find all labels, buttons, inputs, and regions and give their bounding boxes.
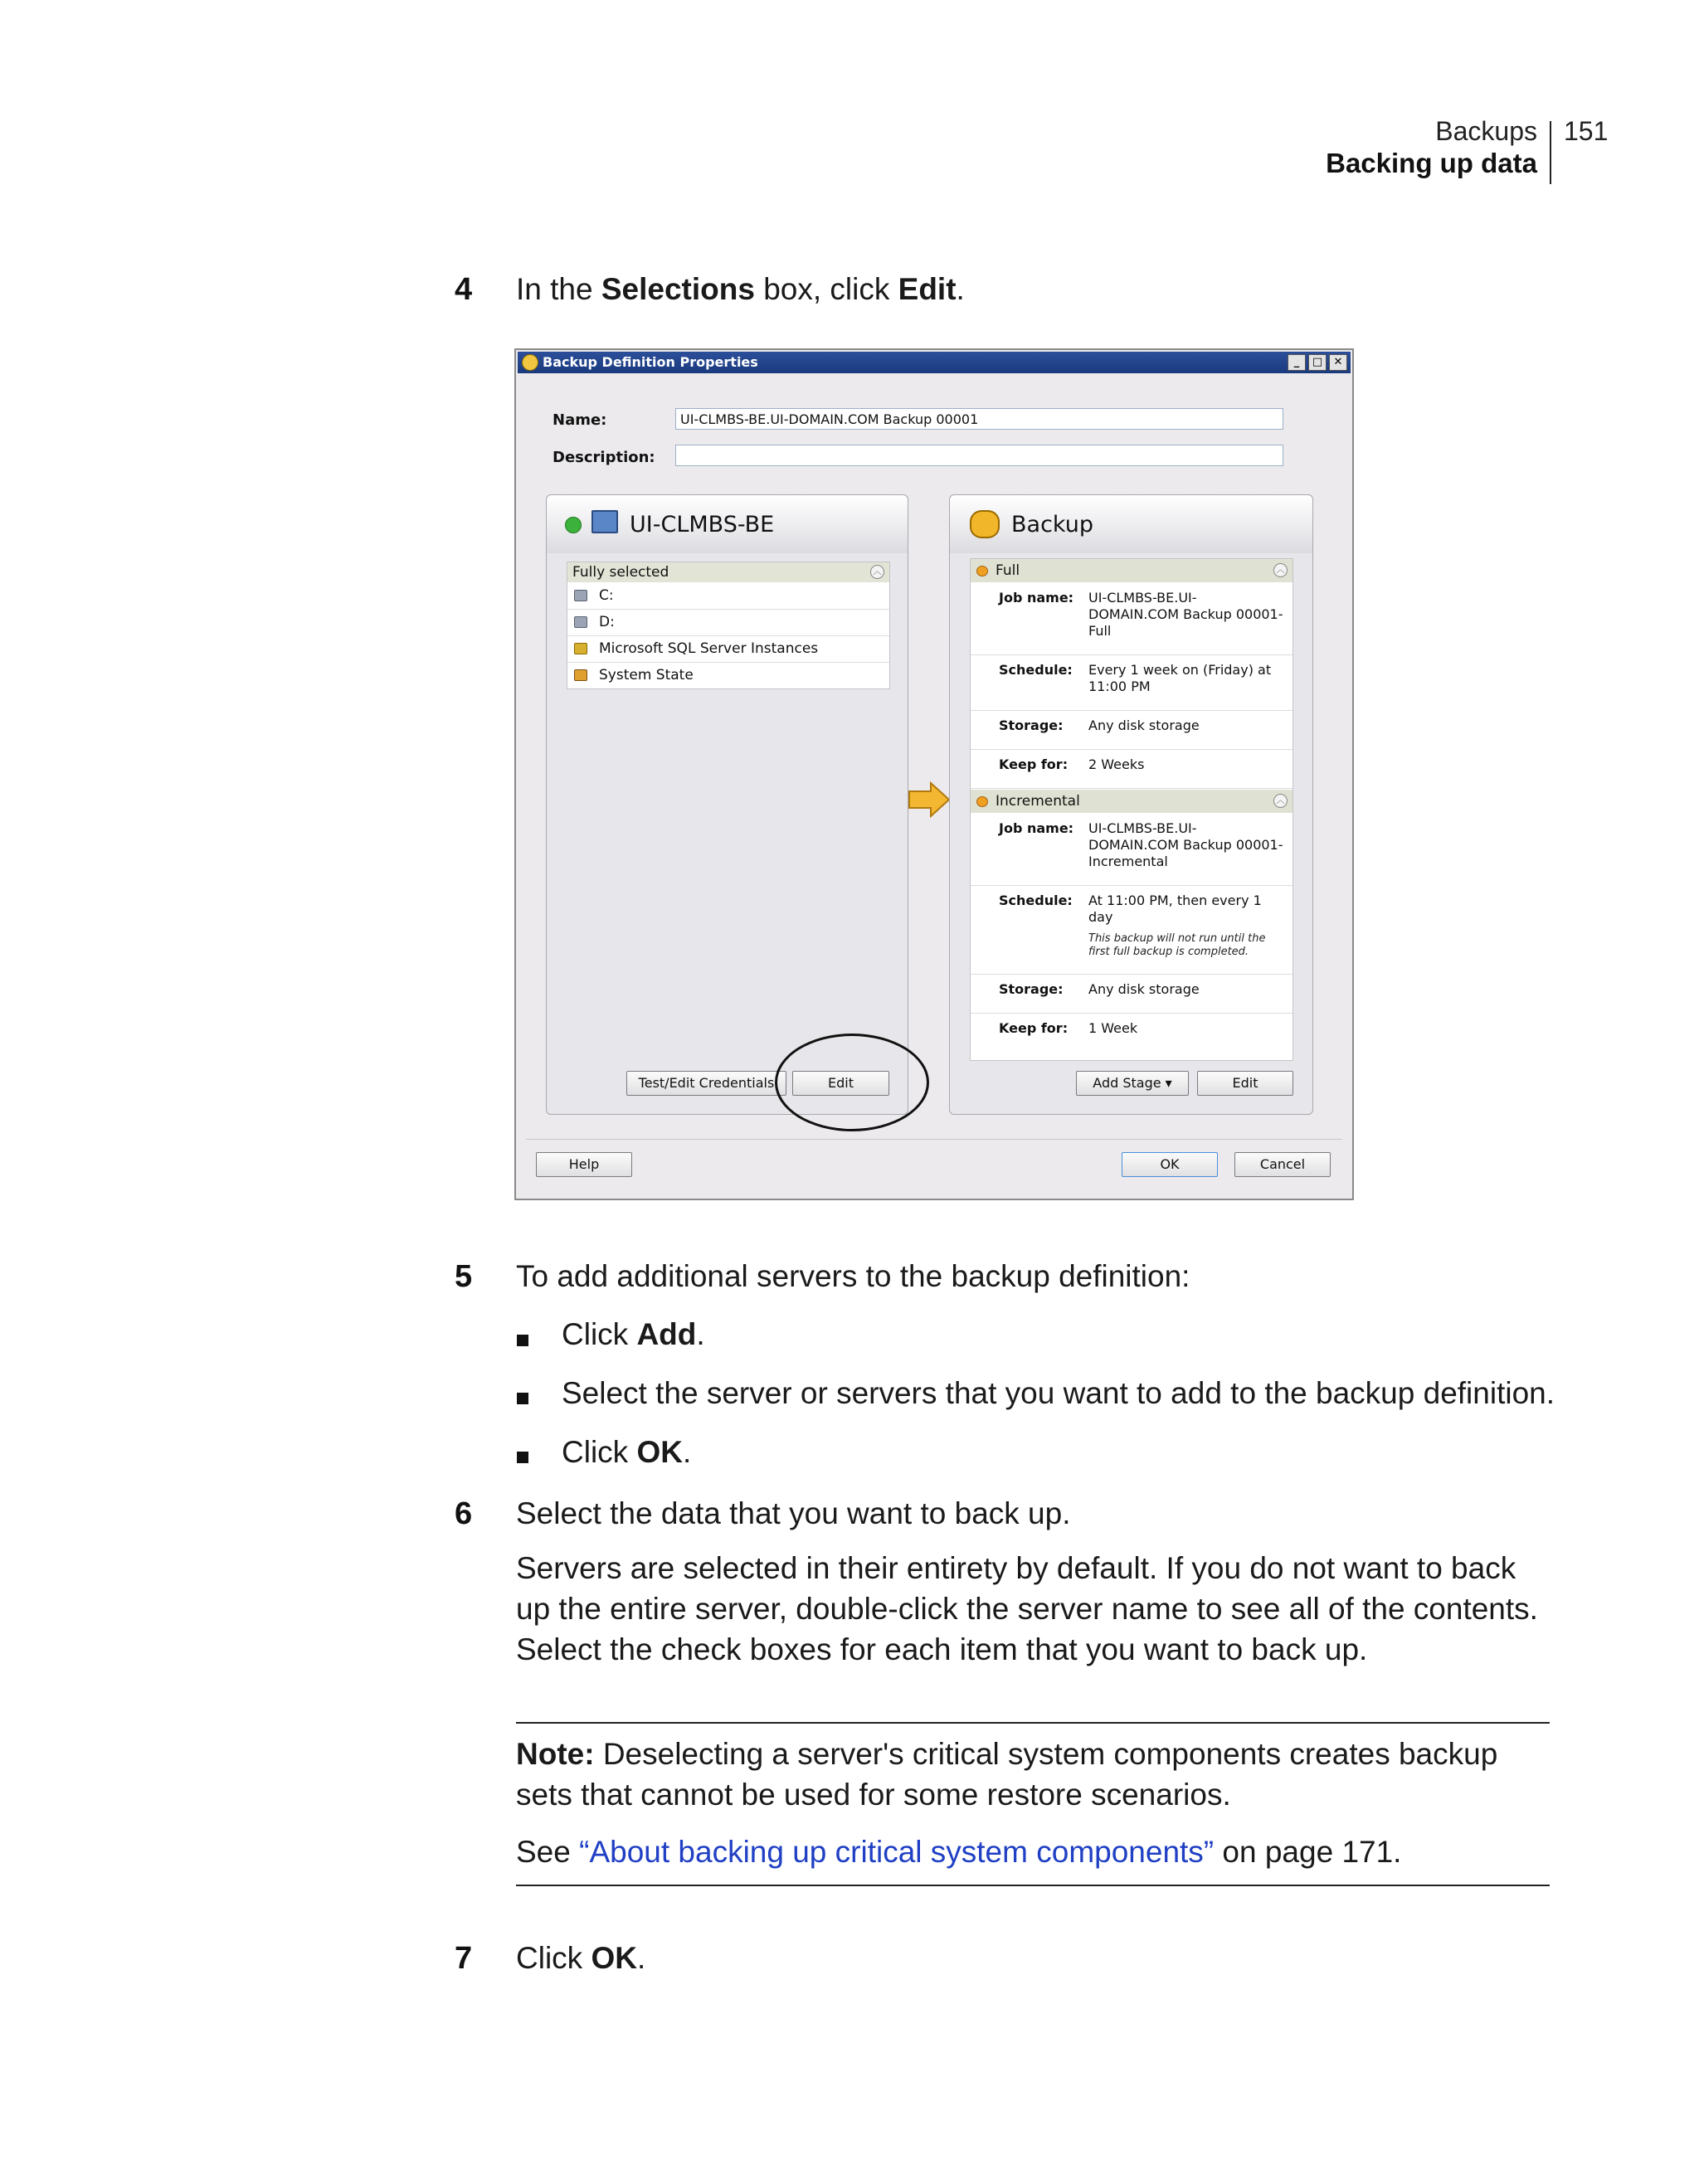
backup-stages-list[interactable] — [970, 558, 1293, 1061]
description-field[interactable] — [675, 445, 1283, 466]
list-item[interactable]: Microsoft SQL Server Instances — [567, 636, 889, 663]
description-label: Description: — [553, 449, 655, 466]
list-item[interactable]: D: — [567, 610, 889, 636]
add-stage-button[interactable]: Add Stage ▾ — [1076, 1071, 1189, 1096]
arrow-right-icon — [908, 781, 951, 818]
page-number: 151 — [1564, 116, 1609, 146]
header-divider — [1550, 121, 1551, 184]
list-item[interactable]: System State — [567, 663, 889, 688]
step-6-paragraph: Servers are selected in their entirety by default. If you do not want to back up the entire server, double-click the server name to see all of the contents. Select the check boxes for each item that you want to back up. — [516, 1551, 1538, 1666]
selections-list[interactable] — [567, 562, 890, 689]
list-item[interactable]: C: — [567, 583, 889, 610]
dialog-title: Backup Definition Properties — [543, 354, 758, 370]
job-name-row: Job name: UI-CLMBS-BE.UI-DOMAIN.COM Backup 00001-Incremental — [971, 814, 1293, 886]
note-see-reference: See “About backing up critical system components” on page 171. — [516, 1835, 1402, 1869]
note-top-rule — [516, 1722, 1550, 1724]
running-header-section: Backing up data — [1326, 148, 1537, 178]
name-field[interactable]: UI-CLMBS-BE.UI-DOMAIN.COM Backup 00001 — [675, 408, 1283, 430]
step-number: 5 — [455, 1259, 473, 1294]
backup-title: Backup — [1011, 512, 1093, 537]
backup-icon — [970, 510, 1000, 538]
storage-row: Storage: Any disk storage — [971, 711, 1293, 750]
bullet — [517, 1452, 528, 1463]
step-4-text: In the Selections box, click Edit. — [516, 272, 965, 306]
server-name: UI-CLMBS-BE — [630, 512, 775, 537]
bullet — [517, 1335, 528, 1346]
collapse-icon[interactable]: ︿ — [1273, 794, 1288, 808]
drive-icon — [574, 616, 587, 628]
selections-edit-button[interactable]: Edit — [792, 1071, 889, 1096]
step-6-text: Select the data that you want to back up. — [516, 1496, 1071, 1530]
note-bottom-rule — [516, 1885, 1550, 1886]
backup-definition-dialog — [514, 348, 1354, 1200]
storage-row: Storage: Any disk storage — [971, 975, 1293, 1014]
schedule-row: Schedule: At 11:00 PM, then every 1 day This backup will not run until the first full backup is completed. — [971, 886, 1293, 975]
close-icon[interactable]: ✕ — [1329, 354, 1347, 371]
sql-server-icon — [574, 643, 587, 654]
name-label: Name: — [553, 411, 607, 429]
bullet — [517, 1393, 528, 1404]
app-icon — [522, 354, 538, 371]
drive-icon — [574, 590, 587, 601]
test-edit-credentials-button[interactable]: Test/Edit Credentials — [626, 1071, 786, 1096]
stages-edit-button[interactable]: Edit — [1197, 1071, 1293, 1096]
cancel-button[interactable]: Cancel — [1234, 1152, 1331, 1177]
step-5-text: To add additional servers to the backup definition: — [516, 1259, 1190, 1293]
bullet-item: Click Add. — [562, 1317, 705, 1351]
keep-for-row: Keep for: 1 Week — [999, 1020, 1138, 1036]
stage-icon — [976, 566, 988, 576]
step-number: 4 — [455, 272, 473, 307]
maximize-icon[interactable]: □ — [1308, 354, 1327, 371]
minimize-icon[interactable]: _ — [1288, 354, 1306, 371]
server-icon — [591, 510, 618, 533]
help-button[interactable]: Help — [536, 1152, 632, 1177]
system-state-icon — [574, 669, 587, 681]
schedule-row: Schedule: Every 1 week on (Friday) at 11:00 PM — [971, 655, 1293, 711]
footer-separator — [526, 1139, 1342, 1140]
schedule-note: This backup will not run until the first full backup is completed. — [1088, 932, 1266, 958]
backup-panel — [949, 494, 1313, 1115]
status-ok-icon — [565, 517, 582, 533]
dropdown-arrow-icon: ▾ — [1165, 1075, 1172, 1091]
list-header: Fully selected — [572, 564, 669, 581]
cross-reference-link[interactable]: “About backing up critical system components” — [579, 1835, 1215, 1869]
step-number: 7 — [455, 1941, 473, 1976]
collapse-icon[interactable]: ︿ — [1273, 563, 1288, 577]
highlight-circle — [775, 1034, 929, 1131]
running-header-chapter: Backups — [1435, 116, 1537, 146]
step-number: 6 — [455, 1496, 473, 1531]
stage-full-header[interactable]: Full ︿ — [971, 559, 1293, 582]
keep-for-row: Keep for: 2 Weeks — [971, 750, 1293, 789]
bullet-item: Select the server or servers that you want to add to the backup definition. — [562, 1376, 1555, 1410]
ok-button[interactable]: OK — [1122, 1152, 1218, 1177]
note-paragraph: Note: Deselecting a server's critical system components creates backup sets that cannot be used for some restore scenarios. — [516, 1737, 1498, 1812]
stage-icon — [976, 796, 988, 807]
collapse-icon[interactable]: ︿ — [870, 565, 884, 579]
job-name-row: Job name: UI-CLMBS-BE.UI-DOMAIN.COM Backup 00001-Full — [971, 583, 1293, 655]
step-7-text: Click OK. — [516, 1941, 646, 1975]
bullet-item: Click OK. — [562, 1435, 692, 1469]
dialog-titlebar — [518, 352, 1351, 373]
selections-panel — [546, 494, 908, 1115]
stage-incremental-header[interactable]: Incremental ︿ — [971, 790, 1293, 813]
